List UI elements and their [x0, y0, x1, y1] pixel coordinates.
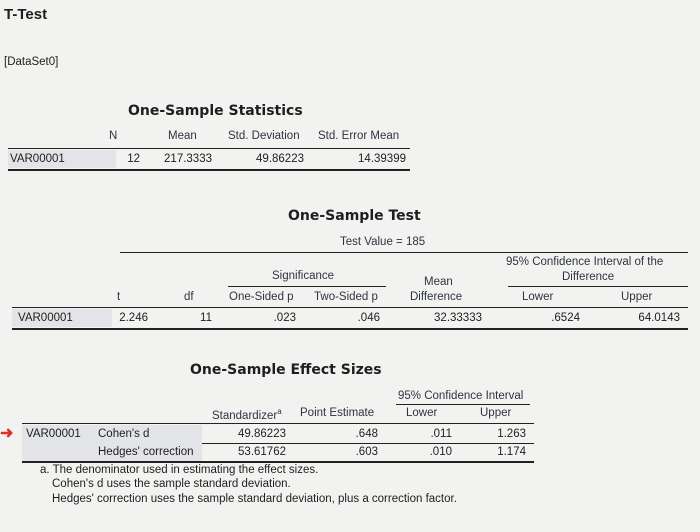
test-header-one-sided: One-Sided p: [229, 291, 294, 303]
effect-header-standardizer: [212, 407, 282, 422]
effect-cell-standardizer-1: 49.86223: [238, 428, 286, 440]
test-ci-rule: [508, 286, 688, 287]
standardizer-footnote-mark: a: [277, 407, 282, 416]
test-header-ci-line1: 95% Confidence Interval of the: [506, 256, 664, 268]
footnote-a: a. The denominator used in estimating the effect sizes.: [40, 464, 319, 476]
test-row-label: VAR00001: [18, 312, 73, 324]
dataset-label: [DataSet0]: [4, 56, 59, 68]
test-header-upper: Upper: [621, 291, 653, 303]
test-table-title: One-Sample Test: [288, 208, 421, 224]
test-header-mean: Mean: [424, 276, 453, 288]
stats-row-label: VAR00001: [10, 153, 65, 165]
test-header-lower: Lower: [522, 291, 554, 303]
effect-row-rule: [202, 443, 534, 444]
test-cell-lower: .6524: [551, 312, 580, 324]
red-arrow-icon: ➜: [0, 425, 14, 442]
stats-header-rule: [8, 148, 410, 149]
standardizer-text: Standardizer: [212, 409, 278, 422]
effect-table-title: One-Sample Effect Sizes: [190, 362, 382, 378]
footnote-cohens: Cohen's d uses the sample standard deviation.: [52, 478, 291, 490]
test-cell-two-sided: .046: [357, 312, 380, 324]
effect-cell-point-1: .648: [355, 428, 378, 440]
effect-cell-upper-1: 1.263: [497, 428, 526, 440]
effect-header-point-estimate: Point Estimate: [300, 407, 375, 419]
test-header-ci-line2: Difference: [562, 271, 615, 283]
effect-header-ci: 95% Confidence Interval: [398, 390, 524, 402]
test-cell-one-sided: .023: [273, 312, 296, 324]
stats-cell-mean: 217.3333: [164, 153, 212, 165]
effect-row-var: VAR00001: [26, 428, 81, 440]
test-header-two-sided: Two-Sided p: [314, 291, 378, 303]
test-value-rule: [120, 252, 688, 253]
stats-header-sd: Std. Deviation: [228, 130, 300, 142]
effect-header-upper: Upper: [480, 407, 512, 419]
test-value-label: Test Value = 185: [340, 236, 426, 248]
effect-ci-rule: [396, 404, 530, 405]
effect-cell-upper-2: 1.174: [497, 446, 526, 458]
effect-row-label-cohens: Cohen's d: [98, 428, 150, 440]
effect-cell-point-2: .603: [355, 446, 378, 458]
stats-header-sem: Std. Error Mean: [318, 130, 400, 142]
effect-row-label-hedges: Hedges' correction: [98, 446, 194, 458]
stats-header-n: N: [109, 130, 118, 142]
test-significance-rule: [228, 286, 386, 287]
effect-cell-standardizer-2: 53.61762: [238, 446, 286, 458]
effect-cell-lower-2: .010: [429, 446, 452, 458]
test-header-rule: [12, 307, 688, 308]
effect-header-rule: [22, 423, 534, 424]
test-header-difference: Difference: [410, 291, 463, 303]
test-header-t: t: [117, 291, 121, 303]
test-cell-t: 2.246: [119, 312, 148, 324]
stats-cell-sd: 49.86223: [256, 153, 304, 165]
test-bottom-rule: [12, 328, 688, 330]
page-title: T-Test: [4, 6, 48, 23]
test-header-df: df: [184, 291, 194, 303]
stats-cell-sem: 14.39399: [358, 153, 406, 165]
footnote-hedges: Hedges' correction uses the sample standard deviation, plus a correction factor.: [52, 493, 457, 505]
effect-bottom-rule: [22, 461, 534, 463]
test-cell-upper: 64.0143: [638, 312, 680, 324]
test-cell-mean-diff: 32.33333: [434, 312, 482, 324]
test-cell-df: 11: [200, 312, 212, 324]
stats-header-mean: Mean: [168, 130, 197, 142]
effect-cell-lower-1: .011: [430, 428, 452, 440]
stats-table-title: One-Sample Statistics: [128, 103, 303, 119]
stats-cell-n: 12: [127, 153, 140, 165]
test-header-significance: Significance: [272, 270, 335, 282]
stats-bottom-rule: [8, 169, 410, 171]
effect-header-lower: Lower: [406, 407, 438, 419]
